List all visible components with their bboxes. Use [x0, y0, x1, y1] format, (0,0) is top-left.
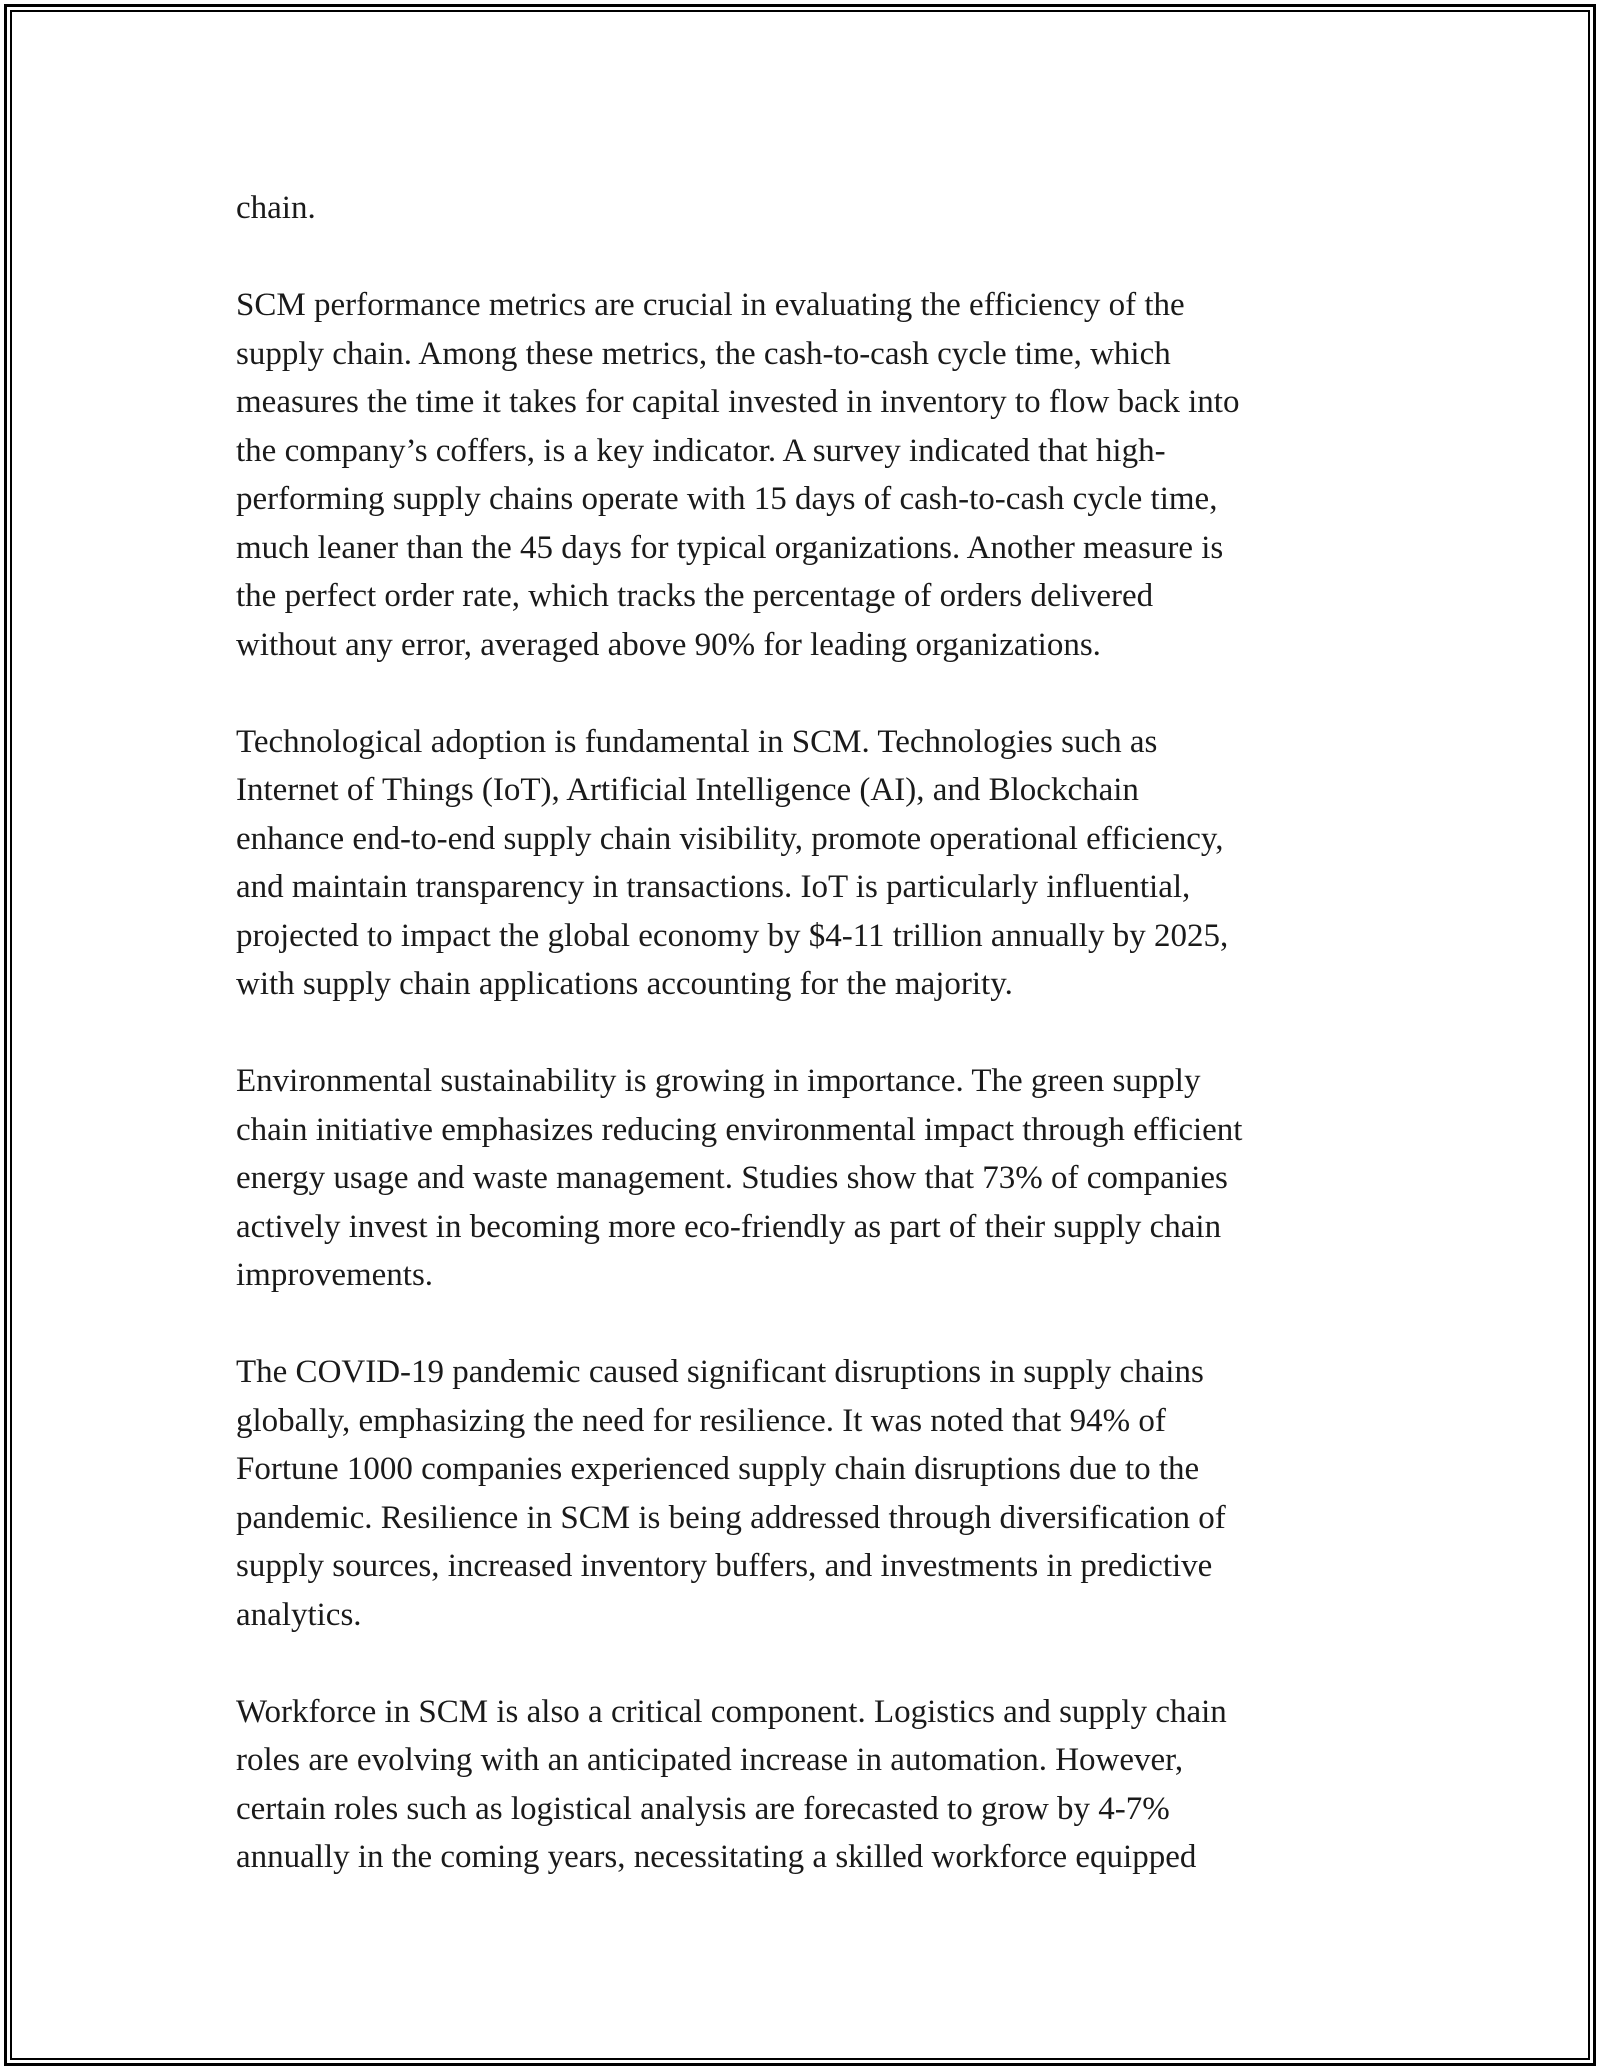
- paragraph-covid-resilience: The COVID-19 pandemic caused significant disruptions in supply chains globally, emphasizing the need for resilience. It was noted that 94% of Fortune 1000 companies experienced supply chain disruptions due to the pandemic. Resilience in SCM is being addressed through diversification of supply sources, increased inventory buffers, and investments in predictive analytics.: [236, 1354, 1226, 1633]
- paragraph-performance-metrics: SCM performance metrics are crucial in evaluating the efficiency of the supply chain. Among these metrics, the cash-to-cash cycle time, which measures the time it takes for capital invested in inventory to flow back into the company’s coffers, is a key indicator. A survey indicated that high- performing supply chains operate with 15 days of cash-to-cash cycle time, much leaner than the 45 days for typical organizations. Another measure is the perfect order rate, which tracks the percentage of orders delivered without any error, averaged above 90% for leading organizations.: [236, 287, 1240, 663]
- paragraph-workforce: Workforce in SCM is also a critical component. Logistics and supply chain roles are evolving with an anticipated increase in automation. However, certain roles such as logistical analysis are forecasted to grow by 4-7% annually in the coming years, necessitating a skilled workforce equipped: [236, 1693, 1227, 1875]
- paragraph-continuation: chain.: [236, 190, 316, 226]
- document-body: [236, 184, 1366, 1930]
- paragraph-technology-adoption: Technological adoption is fundamental in SCM. Technologies such as Internet of Things (IoT), Artificial Intelligence (AI), and Blockchain enhance end-to-end supply chain visibility, promote operational efficiency, and maintain transparency in transactions. IoT is particularly influential, projected to impact the global economy by $4-11 trillion annually by 2025, with supply chain applications accounting for the majority.: [236, 723, 1229, 1002]
- paragraph-sustainability: Environmental sustainability is growing in importance. The green supply chain initiative emphasizes reducing environmental impact through efficient energy usage and waste management. Studies show that 73% of companies actively invest in becoming more eco-friendly as part of their supply chain improvements.: [236, 1063, 1243, 1293]
